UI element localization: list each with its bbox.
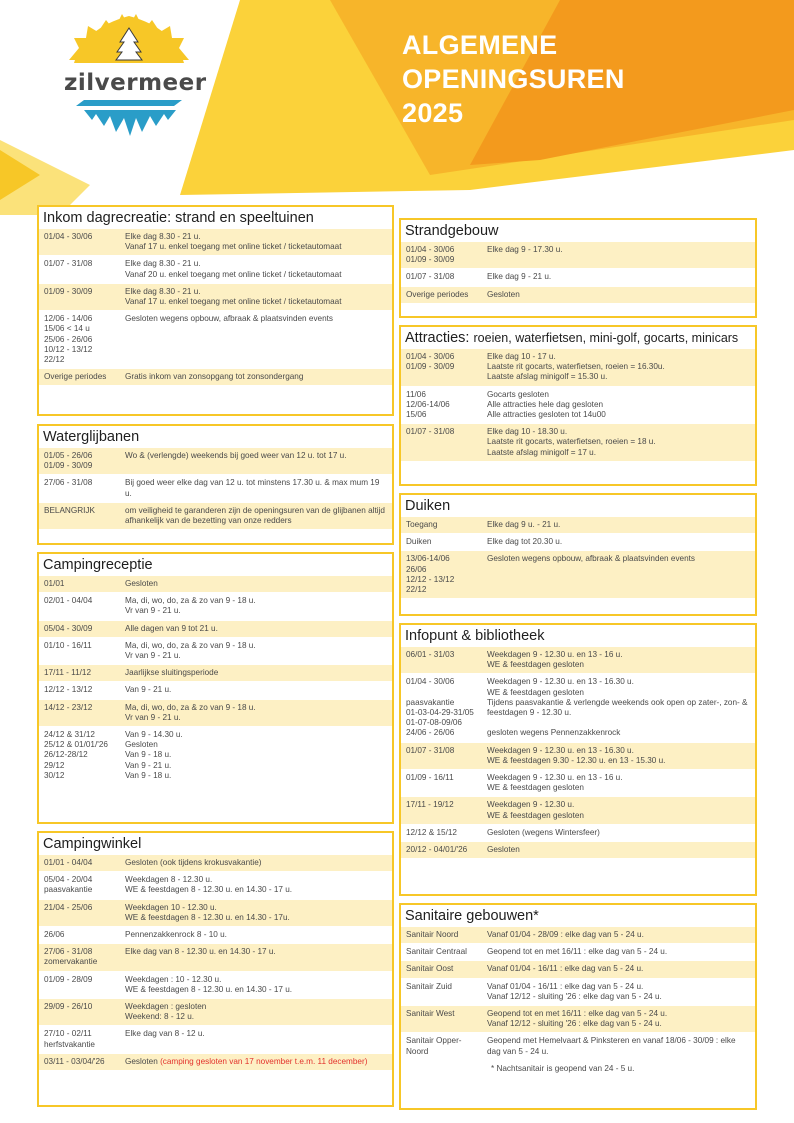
table-row [401, 1006, 755, 1033]
period-cell: 27/06 - 31/08 [44, 478, 93, 488]
hours-cell: Elke dag 9 u. - 21 u. [487, 520, 561, 529]
table-row [39, 475, 392, 502]
hours-cell: Van 9 - 14.30 u. Gesloten Van 9 - 18 u. Van 9 - 21 u. Van 9 - 18 u. [125, 730, 183, 780]
period-cell: 27/10 - 02/11 herfstvakantie [44, 1029, 95, 1049]
section-title: Duiken [405, 498, 451, 514]
hours-cell: Geopend met Hemelvaart & Pinksteren en vanaf 18/06 - 30/09 : elke dag van 5 - 24 u. [487, 1036, 736, 1056]
section-campingwinkel [37, 831, 394, 1107]
table-row [39, 855, 392, 872]
period-cell: 17/11 - 19/12 [406, 800, 454, 810]
table-row [39, 503, 392, 530]
table-row [401, 647, 755, 674]
table-row [39, 369, 392, 386]
hours-cell: Elke dag 9 - 17.30 u. [487, 245, 563, 254]
table-row [401, 770, 755, 797]
period-cell: 21/04 - 25/06 [44, 902, 93, 912]
period-cell: 12/12 - 13/12 [44, 685, 93, 695]
hours-cell: Gesloten wegens opbouw, afbraak & plaatsvinden events [125, 314, 334, 324]
hours-cell: Gesloten [125, 579, 158, 588]
period-cell: 24/12 & 31/12 25/12 & 01/01/'26 26/12-28/12 29/12 30/12 [44, 730, 108, 780]
table-row [39, 1054, 392, 1071]
period-cell: 01/07 - 31/08 [406, 427, 455, 437]
period-cell: 03/11 - 03/04/'26 [44, 1056, 105, 1066]
title-line-2: OPENINGSUREN [402, 64, 625, 94]
period-cell: 02/01 - 04/04 [44, 596, 93, 606]
table-row [39, 311, 392, 369]
period-cell: 06/01 - 31/03 [406, 650, 455, 659]
hours-cell: Gratis inkom van zonsopgang tot zonsondergang [125, 372, 304, 382]
period-cell: 01/04 - 30/06 [44, 232, 93, 241]
table-row [39, 576, 392, 593]
hours-cell: Ma, di, wo, do, za & zo van 9 - 18 u. Vr van 9 - 21 u. [125, 702, 256, 722]
hours-cell: Geopend tot en met 16/11 : elke dag van 5 - 24 u. [487, 947, 668, 957]
hours-cell: Weekdagen : 10 - 12.30 u. WE & feestdagen 8 - 12.30 u. en 14.30 - 17 u. [125, 974, 293, 994]
hours-cell: Ma, di, wo, do, za & zo van 9 - 18 u. Vr van 9 - 21 u. [125, 640, 256, 661]
period-cell: 01/01 [44, 579, 65, 588]
period-cell: 01/07 - 31/08 [406, 745, 455, 755]
period-cell: 01/04 - 30/06 paasvakantie 01-03-04-29-31/05 01-07-08-09/06 24/06 - 26/06 [406, 677, 474, 738]
table-row [401, 517, 755, 534]
section-title: Sanitaire gebouwen* [405, 908, 539, 924]
hours-cell: Alle dagen van 9 tot 21 u. [125, 623, 218, 633]
hours-cell: Elke dag van 8 - 12.30 u. en 14.30 - 17 u. [125, 947, 276, 957]
hours-cell: Pennenzakkenrock 8 - 10 u. [125, 930, 227, 940]
table-row [39, 229, 392, 256]
table-row [401, 242, 755, 269]
closure-note: (camping gesloten van 17 november t.e.m. 11 december) [160, 1056, 368, 1066]
table-row [401, 551, 755, 599]
period-cell: Duiken [406, 537, 432, 547]
table-row [401, 287, 755, 304]
period-cell: 13/06-14/06 26/06 12/12 - 13/12 22/12 [406, 554, 455, 595]
hours-cell: Jaarlijkse sluitingsperiode [125, 668, 219, 678]
section-title: Campingreceptie [43, 557, 153, 573]
hours-cell: Elke dag 9 - 21 u. [487, 272, 552, 282]
hours-cell: Geopend tot en met 16/11 : elke dag van 5 - 24 u. Vanaf 12/12 - sluiting '26 : elke dag van 5 - 24 u. [487, 1009, 668, 1029]
hours-cell: Weekdagen 9 - 12.30 u. en 13 - 16 u. WE & feestdagen gesloten [487, 773, 623, 793]
period-cell: 26/06 [44, 930, 65, 940]
table-row [401, 1033, 755, 1060]
table-row [401, 979, 755, 1006]
table-row [401, 424, 755, 462]
table-row [401, 743, 755, 770]
table-row [401, 387, 755, 425]
table-row [401, 674, 755, 742]
table-row [39, 999, 392, 1026]
section-title-sub: roeien, waterfietsen, mini-golf, gocarts, minicars [473, 331, 739, 345]
period-cell: 01/01 - 04/04 [44, 858, 93, 867]
section-title: Waterglijbanen [43, 429, 140, 445]
period-cell: 01/09 - 30/09 [44, 286, 93, 296]
title-line-1: ALGEMENE [402, 30, 558, 60]
period-cell: 12/06 - 14/06 15/06 < 14 u 25/06 - 26/06 10/12 - 13/12 22/12 [44, 314, 93, 365]
hours-cell: Weekdagen 9 - 12.30 u. en 13 - 16.30 u. WE & feestdagen gesloten Tijdens paasvakantie & verlengde weekends ook open op zater-, zon- & feestdagen 9 - 12.30 u. gesloten wegens Pennenzakkenrock [487, 677, 748, 738]
period-cell: Sanitair Oost [406, 964, 454, 974]
table-row [39, 700, 392, 727]
table-row [401, 269, 755, 286]
period-cell: Overige periodes [406, 289, 469, 299]
hours-cell: Gesloten [487, 845, 520, 855]
table-row [401, 961, 755, 978]
table-row [39, 927, 392, 944]
footnote: * Nachtsanitair is geopend van 24 - 5 u. [491, 1063, 635, 1073]
period-cell: 27/06 - 31/08 zomervakantie [44, 947, 98, 967]
hours-cell: Vanaf 01/04 - 16/11 : elke dag van 5 - 24 u. Vanaf 12/12 - sluiting '26 : elke dag van 5 - 24 u. [487, 981, 662, 1001]
section-sanitaire-gebouwen [399, 903, 757, 1110]
period-cell: Overige periodes [44, 372, 107, 382]
period-cell: 05/04 - 20/04 paasvakantie [44, 875, 93, 895]
hours-text: Gesloten [125, 1056, 158, 1066]
section-strandgebouw [399, 218, 757, 318]
period-cell: 01/10 - 16/11 [44, 640, 92, 650]
period-cell: BELANGRIJK [44, 505, 95, 515]
hours-cell: Weekdagen 9 - 12.30 u. WE & feestdagen gesloten [487, 800, 584, 820]
table-row [401, 349, 755, 387]
period-cell: Sanitair Noord [406, 930, 459, 939]
section-title: Inkom dagrecreatie: strand en speeltuinen [43, 210, 314, 226]
hours-cell: Elke dag tot 20.30 u. [487, 537, 563, 547]
page-title [402, 28, 625, 130]
section-attracties [399, 325, 757, 486]
table-row [39, 944, 392, 971]
table-row [39, 448, 392, 475]
hours-cell: Elke dag 10 - 18.30 u. Laatste rit gocarts, waterfietsen, roeien = 18 u. Laatste afslag minigolf = 17 u. [487, 427, 656, 457]
table-row [39, 284, 392, 311]
period-cell: Sanitair Zuid [406, 981, 452, 991]
table-row [401, 842, 755, 859]
period-cell: 11/06 12/06-14/06 15/06 [406, 389, 450, 420]
table-row [401, 825, 755, 842]
hours-cell: Weekdagen 10 - 12.30 u. WE & feestdagen 8 - 12.30 u. en 14.30 - 17u. [125, 902, 290, 922]
hours-cell: Elke dag 8.30 - 21 u. Vanaf 17 u. enkel toegang met online ticket / ticketautomaat [125, 286, 342, 307]
table-row [39, 638, 392, 665]
hours-cell: Elke dag 8.30 - 21 u. Vanaf 17 u. enkel toegang met online ticket / ticketautomaat [125, 232, 342, 252]
hours-cell: Gocarts gesloten Alle attracties hele dag gesloten Alle attracties gesloten tot 14u00 [487, 389, 606, 420]
section-waterglijbanen [37, 424, 394, 545]
hours-cell: Weekdagen : gesloten Weekend: 8 - 12 u. [125, 1002, 207, 1022]
period-cell: 01/07 - 31/08 [406, 272, 455, 282]
period-cell: 01/04 - 30/06 01/09 - 30/09 [406, 352, 455, 372]
table-row [39, 256, 392, 283]
hours-cell: Elke dag 8.30 - 21 u. Vanaf 20 u. enkel toegang met online ticket / ticketautomaat [125, 259, 342, 279]
section-title: Campingwinkel [43, 836, 142, 852]
hours-cell: Vanaf 01/04 - 28/09 : elke dag van 5 - 24 u. [487, 930, 644, 939]
hours-cell: Gesloten [487, 289, 520, 299]
title-line-3: 2025 [402, 98, 464, 128]
section-infopunt-bibliotheek [399, 623, 757, 896]
hours-cell: Bij goed weer elke dag van 12 u. tot minstens 17.30 u. & max mum 19 u. [125, 478, 380, 498]
period-cell: 14/12 - 23/12 [44, 702, 93, 712]
table-row [39, 972, 392, 999]
section-title [401, 327, 755, 349]
section-duiken [399, 493, 757, 616]
hours-cell: Elke dag van 8 - 12 u. [125, 1029, 205, 1039]
section-campingreceptie [37, 552, 394, 824]
table-row [39, 621, 392, 638]
table-row [39, 727, 392, 785]
section-title-main: Attracties: [405, 330, 470, 346]
hours-cell: Gesloten wegens opbouw, afbraak & plaatsvinden events [487, 554, 696, 564]
hours-cell: Ma, di, wo, do, za & zo van 9 - 18 u. Vr van 9 - 21 u. [125, 596, 256, 616]
table-row [39, 682, 392, 699]
hours-cell: Weekdagen 9 - 12.30 u. en 13 - 16 u. WE & feestdagen gesloten [487, 650, 623, 670]
period-cell: 17/11 - 11/12 [44, 668, 92, 678]
period-cell: Sanitair Opper- Noord [406, 1036, 462, 1056]
section-inkom-dagrecreatie [37, 205, 394, 416]
period-cell: Toegang [406, 520, 438, 529]
period-cell: 01/09 - 16/11 [406, 773, 454, 783]
hours-cell: Weekdagen 9 - 12.30 u. en 13 - 16.30 u. WE & feestdagen 9.30 - 12.30 u. en 13 - 15.30 u. [487, 745, 666, 765]
period-cell: 01/04 - 30/06 01/09 - 30/09 [406, 245, 455, 265]
table-row [401, 927, 755, 944]
table-row [401, 797, 755, 824]
table-row [39, 1026, 392, 1053]
hours-cell: Gesloten (wegens Wintersfeer) [487, 827, 600, 837]
hours-cell: Elke dag 10 - 17 u. Laatste rit gocarts, waterfietsen, roeien = 16.30u. Laatste afslag minigolf = 15.30 u. [487, 352, 665, 382]
period-cell: 29/09 - 26/10 [44, 1002, 93, 1012]
table-row [39, 665, 392, 682]
period-cell: Sanitair Centraal [406, 947, 467, 957]
table-row [39, 900, 392, 927]
table-row [401, 534, 755, 551]
period-cell: Sanitair West [406, 1009, 455, 1019]
hours-cell: Gesloten (ook tijdens krokusvakantie) [125, 858, 262, 867]
table-row [39, 593, 392, 620]
section-title: Infopunt & bibliotheek [405, 628, 545, 644]
period-cell: 20/12 - 04/01/'26 [406, 845, 468, 855]
brand-name: zilvermeer [64, 70, 207, 96]
hours-cell [121, 1054, 392, 1070]
period-cell: 01/05 - 26/06 01/09 - 30/09 [44, 451, 93, 471]
period-cell: 12/12 & 15/12 [406, 827, 457, 837]
period-cell: 01/09 - 28/09 [44, 974, 93, 984]
period-cell: 01/07 - 31/08 [44, 259, 93, 269]
table-row [401, 944, 755, 961]
hours-cell: om veiligheid te garanderen zijn de openingsuren van de glijbanen altijd afhankelijk van de bezetting van onze redders [125, 505, 385, 526]
hours-cell: Weekdagen 8 - 12.30 u. WE & feestdagen 8 - 12.30 u. en 14.30 - 17 u. [125, 875, 293, 895]
table-row [39, 872, 392, 899]
section-title: Strandgebouw [405, 223, 499, 239]
zilvermeer-logo [64, 8, 207, 143]
period-cell: 05/04 - 30/09 [44, 623, 93, 633]
hours-cell: Van 9 - 21 u. [125, 685, 172, 695]
hours-cell: Wo & (verlengde) weekends bij goed weer van 12 u. tot 17 u. [125, 451, 347, 460]
hours-cell: Vanaf 01/04 - 16/11 : elke dag van 5 - 24 u. [487, 964, 644, 974]
